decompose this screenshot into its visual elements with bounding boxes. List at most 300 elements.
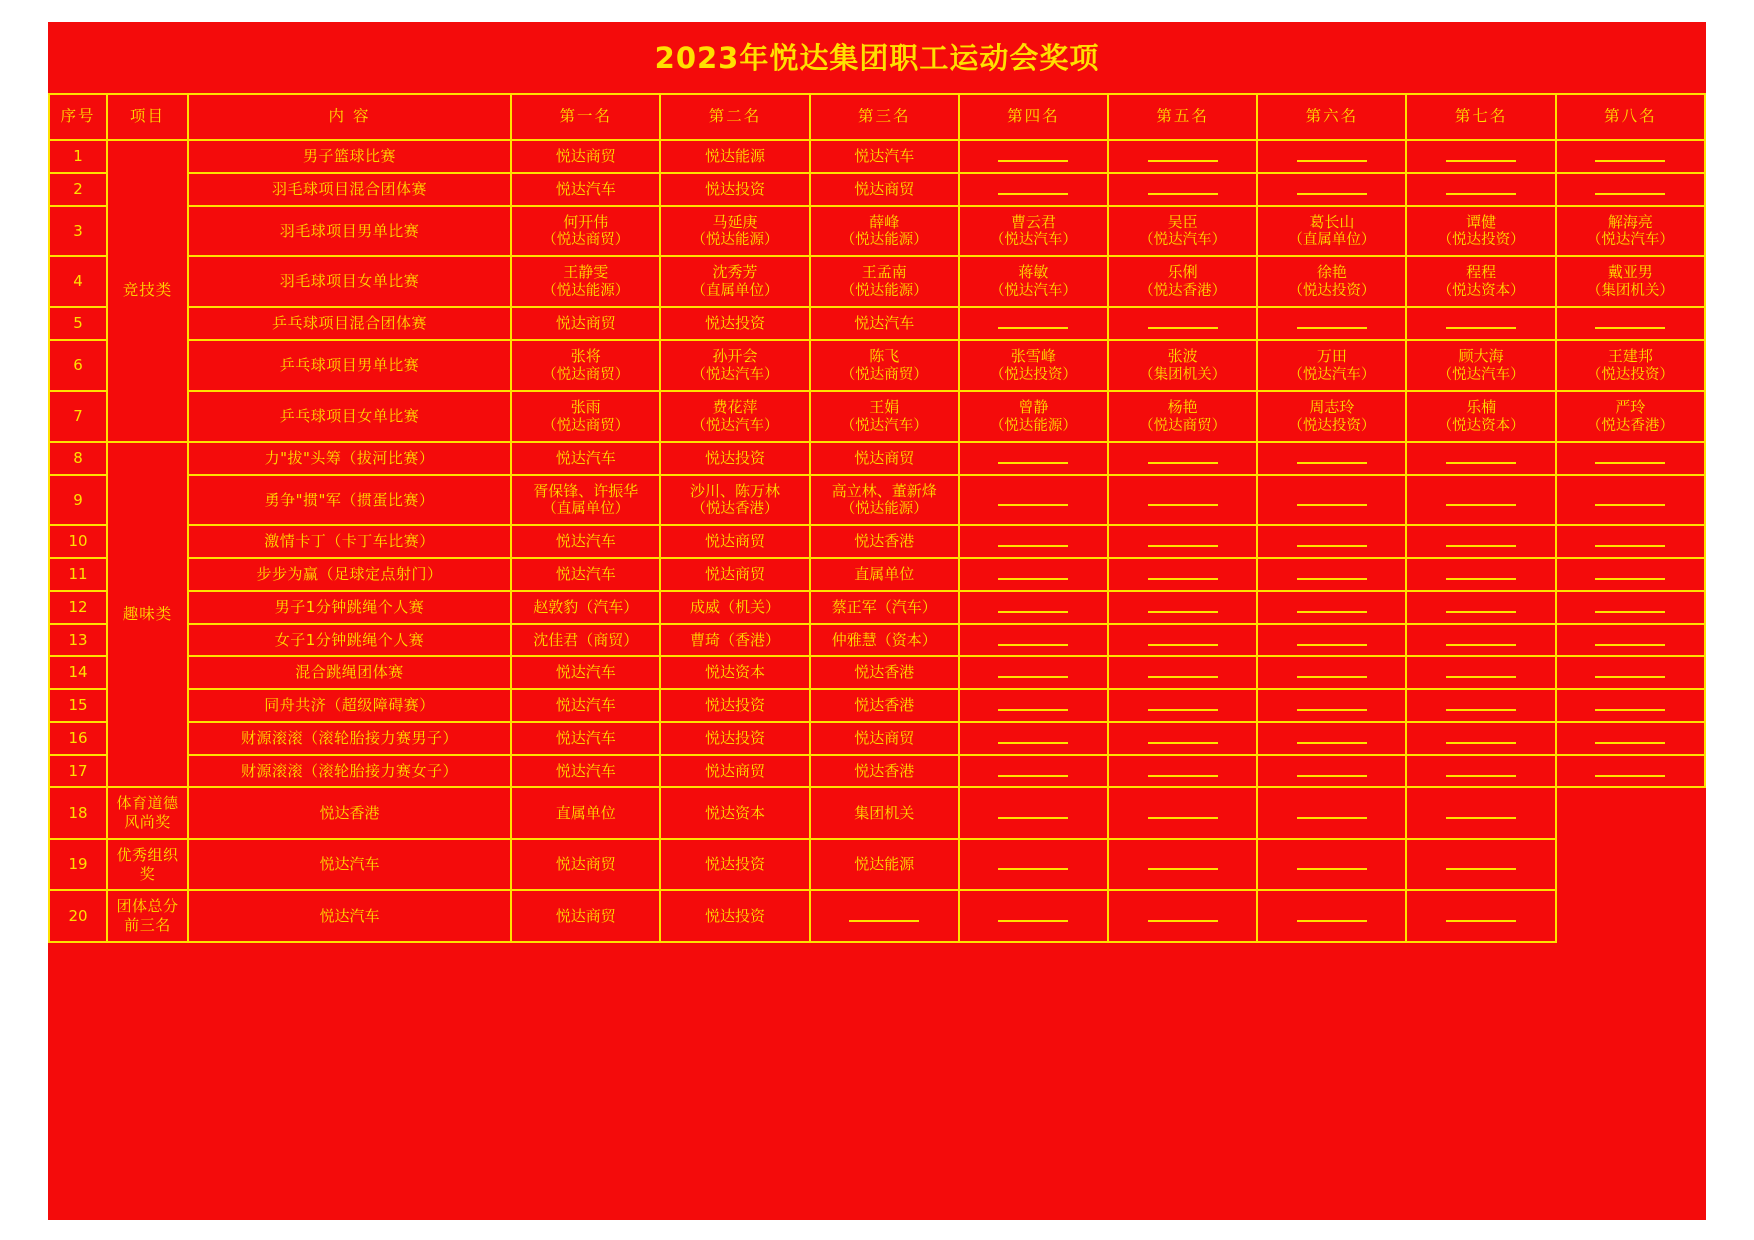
empty-dash (1297, 453, 1367, 464)
winner-name: 王孟南 (861, 263, 907, 282)
empty-dash (1297, 602, 1367, 613)
event-name-cell: 混合跳绳团体赛 (188, 656, 511, 689)
place-cell (1556, 689, 1705, 722)
row-index: 13 (49, 624, 107, 657)
winner-name: 薛峰 (869, 212, 900, 231)
place-cell (1257, 256, 1406, 307)
winner-name: 悦达香港 (854, 663, 915, 682)
place-cell (1257, 787, 1406, 839)
winner-name: 悦达投资 (704, 728, 765, 747)
winner-org: （悦达能源） (840, 283, 928, 300)
empty-dash (1297, 495, 1367, 506)
winner-org: （悦达香港） (691, 501, 779, 518)
table-row (49, 839, 1705, 891)
empty-dash (1595, 536, 1665, 547)
winner-org: （悦达商贸） (840, 366, 928, 383)
winner-name: 悦达汽车 (555, 532, 616, 551)
place-cell (511, 755, 660, 788)
place-cell (1108, 839, 1257, 891)
place-cell (660, 558, 809, 591)
empty-dash (1148, 667, 1218, 678)
event-name-cell: 勇争"掼"军（掼蛋比赛） (188, 475, 511, 526)
winner-name: 悦达商贸 (854, 448, 915, 467)
place-cell (1406, 206, 1555, 257)
winner-name: 悦达商贸 (555, 906, 616, 925)
row-index: 2 (49, 173, 107, 206)
place-cell (1406, 656, 1555, 689)
winner-name: 张雪峰 (1010, 347, 1056, 365)
place-cell (1257, 140, 1406, 173)
empty-dash (998, 536, 1068, 547)
empty-dash (998, 733, 1068, 744)
empty-dash (1297, 766, 1367, 777)
empty-dash (1148, 700, 1218, 711)
place-cell (959, 689, 1108, 722)
place-cell (1257, 624, 1406, 657)
table-row (49, 442, 1705, 475)
winner-name: 集团机关 (854, 803, 915, 822)
place-cell (1257, 755, 1406, 788)
place-cell (1108, 340, 1257, 391)
place-cell (810, 839, 959, 891)
winner-org: （悦达汽车） (1437, 366, 1525, 383)
winner-name: 悦达投资 (704, 314, 765, 333)
place-cell (188, 890, 511, 942)
empty-dash (1148, 859, 1218, 870)
place-cell (1406, 755, 1555, 788)
table-row (49, 340, 1705, 391)
table-row (49, 307, 1705, 340)
row-index: 17 (49, 755, 107, 788)
place-cell (1556, 475, 1705, 526)
winner-name: 沈佳君（商贸） (533, 630, 639, 649)
empty-dash (1446, 667, 1516, 678)
place-cell (1108, 307, 1257, 340)
winner-name: 悦达投资 (704, 179, 765, 198)
event-name-cell: 羽毛球项目混合团体赛 (188, 173, 511, 206)
winner-name: 张将 (570, 347, 601, 365)
empty-dash (1595, 453, 1665, 464)
winner-name: 戴亚男 (1607, 263, 1653, 282)
winner-name: 悦达香港 (854, 761, 915, 780)
winner-name: 何开伟 (563, 212, 609, 231)
place-cell (959, 558, 1108, 591)
place-cell (1556, 442, 1705, 475)
place-cell (810, 442, 959, 475)
winner-name: 王娟 (869, 397, 900, 416)
winner-name: 直属单位 (555, 803, 616, 822)
winner-name: 吴臣 (1167, 212, 1198, 231)
empty-dash (998, 569, 1068, 580)
row-index: 14 (49, 656, 107, 689)
table-row (49, 140, 1705, 173)
row-index: 15 (49, 689, 107, 722)
winner-name: 直属单位 (854, 565, 915, 584)
place-cell (1257, 475, 1406, 526)
page-title: 2023年悦达集团职工运动会奖项 (654, 41, 1100, 75)
empty-dash (998, 635, 1068, 646)
winner-name: 万田 (1316, 347, 1347, 365)
winner-name: 沈秀芳 (712, 263, 758, 282)
event-name-cell: 羽毛球项目女单比赛 (188, 256, 511, 307)
place-cell (1108, 140, 1257, 173)
winner-name: 悦达商贸 (555, 314, 616, 333)
winner-org: （悦达能源） (840, 232, 928, 249)
place-cell (1108, 689, 1257, 722)
place-cell (1556, 173, 1705, 206)
empty-dash (998, 911, 1068, 922)
place-cell (511, 173, 660, 206)
place-cell (1257, 656, 1406, 689)
table-row (49, 787, 1705, 839)
winner-name: 王静雯 (563, 263, 609, 282)
winner-name: 胥保锋、许振华 (533, 481, 639, 500)
place-cell (959, 391, 1108, 442)
winner-name: 费花萍 (712, 397, 758, 416)
column-header: 第一名 (511, 94, 660, 140)
event-name-cell: 体育道德风尚奖 (107, 787, 188, 839)
empty-dash (998, 184, 1068, 195)
event-name-cell: 力"拔"头筹（拔河比赛） (188, 442, 511, 475)
winner-name: 悦达汽车 (555, 179, 616, 198)
winner-org: （悦达商贸） (1139, 417, 1227, 434)
winner-org: （悦达汽车） (989, 232, 1077, 249)
place-cell (1406, 722, 1555, 755)
place-cell (511, 206, 660, 257)
event-name-cell: 乒乓球项目混合团体赛 (188, 307, 511, 340)
place-cell (1406, 839, 1555, 891)
winner-name: 悦达汽车 (854, 314, 915, 333)
table-row (49, 722, 1705, 755)
place-cell (511, 722, 660, 755)
winner-org: （悦达能源） (691, 232, 779, 249)
empty-dash (1297, 859, 1367, 870)
place-cell (1108, 787, 1257, 839)
winner-name: 悦达汽车 (555, 696, 616, 715)
winner-org: （悦达投资） (989, 366, 1077, 383)
place-cell (511, 307, 660, 340)
place-cell (959, 591, 1108, 624)
place-cell (511, 256, 660, 307)
place-cell (511, 140, 660, 173)
winner-name: 蒋敏 (1018, 263, 1049, 282)
empty-dash (1148, 453, 1218, 464)
winner-name: 悦达汽车 (319, 906, 380, 925)
winner-name: 周志玲 (1309, 397, 1355, 416)
empty-dash (1297, 911, 1367, 922)
event-name-cell: 步步为赢（足球定点射门） (188, 558, 511, 591)
winner-name: 悦达香港 (854, 696, 915, 715)
empty-dash (998, 602, 1068, 613)
empty-dash (1595, 151, 1665, 162)
table-row (49, 656, 1705, 689)
place-cell (959, 340, 1108, 391)
winner-org: （悦达香港） (1586, 417, 1674, 434)
table-row (49, 591, 1705, 624)
empty-dash (1446, 453, 1516, 464)
row-index: 1 (49, 140, 107, 173)
place-cell (1556, 525, 1705, 558)
place-cell (810, 475, 959, 526)
place-cell (1108, 173, 1257, 206)
place-cell (511, 340, 660, 391)
table-row (49, 890, 1705, 942)
place-cell (660, 307, 809, 340)
place-cell (511, 391, 660, 442)
place-cell (1406, 173, 1555, 206)
winner-org: （悦达汽车） (1288, 366, 1376, 383)
winner-name: 沙川、陈万林 (689, 481, 780, 500)
table-header-row (49, 94, 1705, 140)
winner-name: 张波 (1167, 347, 1198, 365)
empty-dash (1148, 184, 1218, 195)
place-cell (1108, 256, 1257, 307)
column-header: 内 容 (188, 94, 511, 140)
event-name-cell: 优秀组织奖 (107, 839, 188, 891)
winner-name: 悦达能源 (704, 147, 765, 165)
empty-dash (998, 700, 1068, 711)
winner-name: 曹琦（香港） (689, 630, 780, 649)
place-cell (1556, 591, 1705, 624)
place-cell (1108, 755, 1257, 788)
row-index: 3 (49, 206, 107, 257)
place-cell (1257, 525, 1406, 558)
empty-dash (1446, 700, 1516, 711)
empty-dash (1446, 495, 1516, 506)
row-index: 12 (49, 591, 107, 624)
category-cell: 竞技类 (107, 140, 188, 442)
place-cell (1257, 391, 1406, 442)
winner-name: 悦达投资 (704, 906, 765, 925)
winner-org: （悦达投资） (1437, 232, 1525, 249)
place-cell (1257, 307, 1406, 340)
place-cell (660, 787, 809, 839)
winner-name: 悦达商贸 (704, 532, 765, 551)
empty-dash (1595, 602, 1665, 613)
place-cell (959, 787, 1108, 839)
row-index: 6 (49, 340, 107, 391)
place-cell (810, 624, 959, 657)
place-cell (1108, 722, 1257, 755)
place-cell (1556, 206, 1705, 257)
place-cell (660, 442, 809, 475)
place-cell (959, 256, 1108, 307)
place-cell (1257, 890, 1406, 942)
empty-dash (1297, 184, 1367, 195)
empty-dash (1148, 151, 1218, 162)
winner-org: （直属单位） (691, 283, 779, 300)
winner-name: 悦达资本 (704, 803, 765, 822)
place-cell (1406, 256, 1555, 307)
place-cell (1108, 591, 1257, 624)
empty-dash (1446, 635, 1516, 646)
empty-dash (1595, 569, 1665, 580)
winner-name: 悦达投资 (704, 855, 765, 874)
empty-dash (1595, 318, 1665, 329)
empty-dash (1446, 808, 1516, 819)
winner-name: 程程 (1466, 263, 1497, 282)
place-cell (959, 890, 1108, 942)
place-cell (1556, 307, 1705, 340)
event-name-cell: 羽毛球项目男单比赛 (188, 206, 511, 257)
place-cell (810, 340, 959, 391)
empty-dash (1446, 766, 1516, 777)
empty-dash (998, 859, 1068, 870)
place-cell (1257, 839, 1406, 891)
winner-name: 悦达汽车 (555, 728, 616, 747)
winner-name: 悦达能源 (854, 855, 915, 874)
winner-name: 乐楠 (1466, 397, 1497, 416)
empty-dash (1148, 536, 1218, 547)
table-row (49, 391, 1705, 442)
winner-name: 张雨 (570, 397, 601, 416)
awards-table (48, 93, 1706, 943)
place-cell (511, 839, 660, 891)
winner-name: 仲雅慧（资本） (831, 630, 937, 649)
place-cell (511, 787, 660, 839)
place-cell (660, 140, 809, 173)
place-cell (1556, 624, 1705, 657)
event-name-cell: 乒乓球项目女单比赛 (188, 391, 511, 442)
empty-dash (1297, 151, 1367, 162)
winner-name: 悦达商贸 (555, 147, 616, 165)
place-cell (1108, 656, 1257, 689)
place-cell (1556, 256, 1705, 307)
place-cell (1406, 140, 1555, 173)
place-cell (1406, 340, 1555, 391)
winner-org: （悦达投资） (1288, 283, 1376, 300)
place-cell (1257, 722, 1406, 755)
place-cell (810, 689, 959, 722)
winner-name: 悦达商贸 (854, 179, 915, 198)
winner-org: （悦达汽车） (691, 417, 779, 434)
place-cell (1406, 307, 1555, 340)
table-row (49, 525, 1705, 558)
empty-dash (1148, 569, 1218, 580)
place-cell (188, 839, 511, 891)
place-cell (810, 525, 959, 558)
place-cell (810, 391, 959, 442)
empty-dash (1297, 536, 1367, 547)
winner-name: 成威（机关） (689, 597, 780, 616)
empty-dash (1297, 569, 1367, 580)
column-header: 第四名 (959, 94, 1108, 140)
empty-dash (1446, 184, 1516, 195)
winner-org: （悦达商贸） (542, 417, 630, 434)
table-row (49, 256, 1705, 307)
place-cell (810, 558, 959, 591)
empty-dash (1595, 184, 1665, 195)
winner-name: 王建邦 (1607, 347, 1653, 365)
empty-dash (1297, 635, 1367, 646)
winner-org: （集团机关） (1139, 366, 1227, 383)
place-cell (660, 890, 809, 942)
place-cell (959, 475, 1108, 526)
place-cell (810, 140, 959, 173)
empty-dash (1446, 569, 1516, 580)
winner-org: （悦达能源） (840, 501, 928, 518)
winner-org: （悦达汽车） (691, 366, 779, 383)
winner-org: （悦达资本） (1437, 283, 1525, 300)
winner-name: 解海亮 (1607, 212, 1653, 231)
empty-dash (1148, 808, 1218, 819)
place-cell (1108, 890, 1257, 942)
column-header: 项目 (107, 94, 188, 140)
place-cell (810, 173, 959, 206)
winner-name: 悦达香港 (319, 803, 380, 822)
winner-name: 悦达投资 (704, 696, 765, 715)
place-cell (511, 558, 660, 591)
place-cell (1108, 442, 1257, 475)
winner-name: 严玲 (1615, 397, 1646, 416)
winner-name: 谭健 (1466, 212, 1497, 231)
place-cell (959, 525, 1108, 558)
column-header: 第二名 (660, 94, 809, 140)
empty-dash (998, 151, 1068, 162)
row-index: 16 (49, 722, 107, 755)
winner-org: （悦达汽车） (989, 283, 1077, 300)
event-name-cell: 团体总分前三名 (107, 890, 188, 942)
place-cell (660, 839, 809, 891)
empty-dash (1148, 911, 1218, 922)
winner-org: （悦达汽车） (1586, 232, 1674, 249)
empty-dash (1446, 536, 1516, 547)
winner-name: 悦达投资 (704, 448, 765, 467)
event-name-cell: 激情卡丁（卡丁车比赛） (188, 525, 511, 558)
place-cell (511, 689, 660, 722)
table-row (49, 689, 1705, 722)
empty-dash (1297, 808, 1367, 819)
column-header: 第三名 (810, 94, 959, 140)
empty-dash (1148, 495, 1218, 506)
winner-org: （悦达能源） (542, 283, 630, 300)
winner-name: 赵敦豹（汽车） (533, 597, 639, 616)
place-cell (660, 391, 809, 442)
place-cell (660, 689, 809, 722)
place-cell (810, 755, 959, 788)
winner-org: （悦达香港） (1139, 283, 1227, 300)
place-cell (1108, 475, 1257, 526)
winner-org: （直属单位） (542, 501, 630, 518)
awards-sheet (48, 22, 1706, 1220)
place-cell (1406, 624, 1555, 657)
winner-name: 悦达商贸 (854, 728, 915, 747)
place-cell (810, 307, 959, 340)
winner-name: 顾大海 (1458, 347, 1504, 365)
place-cell (1108, 624, 1257, 657)
place-cell (810, 722, 959, 755)
table-row (49, 173, 1705, 206)
place-cell (1556, 558, 1705, 591)
winner-name: 悦达商贸 (704, 565, 765, 584)
row-index: 18 (49, 787, 107, 839)
empty-dash (1446, 151, 1516, 162)
empty-dash (1446, 911, 1516, 922)
place-cell (1406, 525, 1555, 558)
empty-dash (998, 808, 1068, 819)
place-cell (1556, 340, 1705, 391)
place-cell (1108, 525, 1257, 558)
place-cell (810, 787, 959, 839)
place-cell (959, 307, 1108, 340)
place-cell (1108, 558, 1257, 591)
empty-dash (1297, 667, 1367, 678)
place-cell (1257, 442, 1406, 475)
winner-name: 蔡正军（汽车） (831, 597, 937, 616)
place-cell (810, 890, 959, 942)
empty-dash (1148, 733, 1218, 744)
empty-dash (1297, 318, 1367, 329)
